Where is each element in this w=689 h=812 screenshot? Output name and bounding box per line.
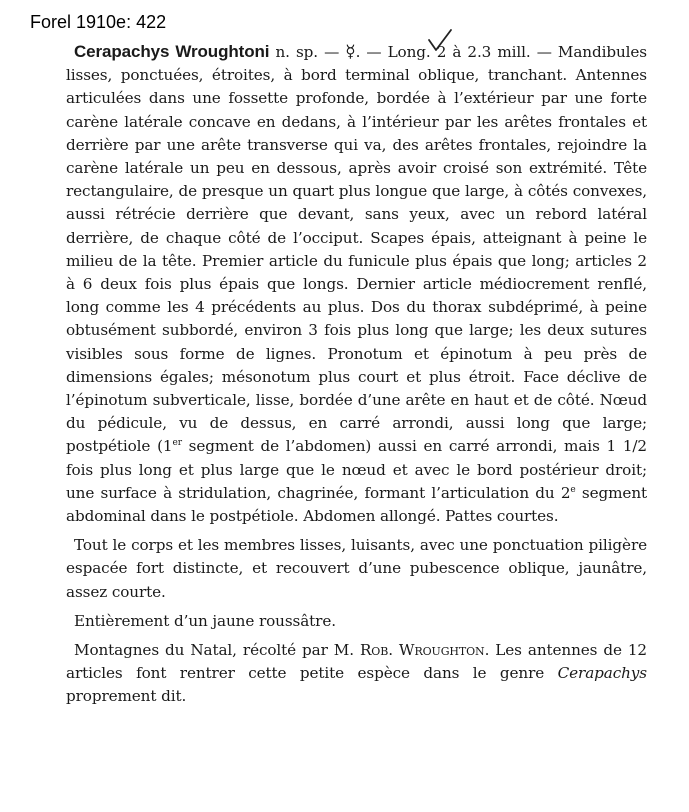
body-length: . — Long. 2 à 2.3 mill. <box>355 43 531 61</box>
locality-text-a: Montagnes du Natal, récolté par M. <box>74 641 360 660</box>
paragraph-colour: Entièrement d’un jaune roussâtre. <box>74 611 336 630</box>
morphology-text-a: — Mandibules lisses, ponctuées, étroites, à bord terminal oblique, tranchant. Antennes articulées dans une fossette profonde, bordée à l’extérieur par une forte carène latérale concave en dedans, à l’intérieur par les arêtes frontales et derrière par une arête transverse qui va, des arêtes frontales, rejoindre la carène latérale un peu en dessous, après avoir croisé son extrémité. Tête rectangulaire, de presque un quart plus longue que large, à côtés convexes, aussi rétrécie derrière que devant, sans yeux, avec un rebord latéral derrière, de chaque côté de l’occiput. Scapes épais, atteignant à peine le milieu de la tête. Premier article du funicule plus épais que long; articles 2 à 6 deux fois plus épais que longs. Dernier article médiocrement renflé, long comme les 4 précédents au plus. Dos du thorax subdéprimé, à peine obtusément subbordé, environ 3 fois plus long que large; les deux sutures visibles sous forme de lignes. Pronotum et épinotum à peu près de dimensions égales; mésonotum plus court et plus étroit. Face déclive de l’épinotum subverticale, lisse, bordée d’une arête en haut et de côté. Nœud du pédicule, vu de dessus, en carré arrondi, aussi long que large; postpétiole (1 <box>66 43 647 456</box>
morphology-text-b: segment de l’abdomen) aussi en carré arrondi, mais 1 1/2 fois plus long et plus large que le nœud et avec le bord postérieur droit; une surface à stridulation, chagrinée, formant l’articulation du 2 <box>66 437 647 502</box>
genus-name: Cerapachys <box>557 664 647 683</box>
paragraph-sculpture: Tout le corps et les membres lisses, luisants, avec une ponctuation piligère espacée fort distincte, et recouvert d’une pubescence oblique, jaunâtre, assez courte. <box>66 536 647 601</box>
paragraph-locality <box>66 639 647 709</box>
superscript-e: e <box>570 484 576 495</box>
species-status: n. sp. — <box>275 43 340 61</box>
locality-text-c: proprement dit. <box>66 687 187 706</box>
worker-caste-sign: ☿ <box>345 42 356 62</box>
locality-text-b: . Les antennes de 12 articles font rentrer cette petite espèce dans le genre <box>66 641 647 683</box>
citation-header: Forel 1910e: 422 <box>30 12 167 32</box>
morphology-text-c: segment abdominal dans le postpétiole. Abdomen allongé. Pattes courtes. <box>66 483 647 526</box>
collector-name: Rob. Wroughton <box>359 641 485 660</box>
paragraph-morphology <box>66 40 647 528</box>
superscript-er: er <box>172 438 182 449</box>
species-description <box>66 40 647 709</box>
species-name: Cerapachys Wroughtoni <box>74 42 270 61</box>
